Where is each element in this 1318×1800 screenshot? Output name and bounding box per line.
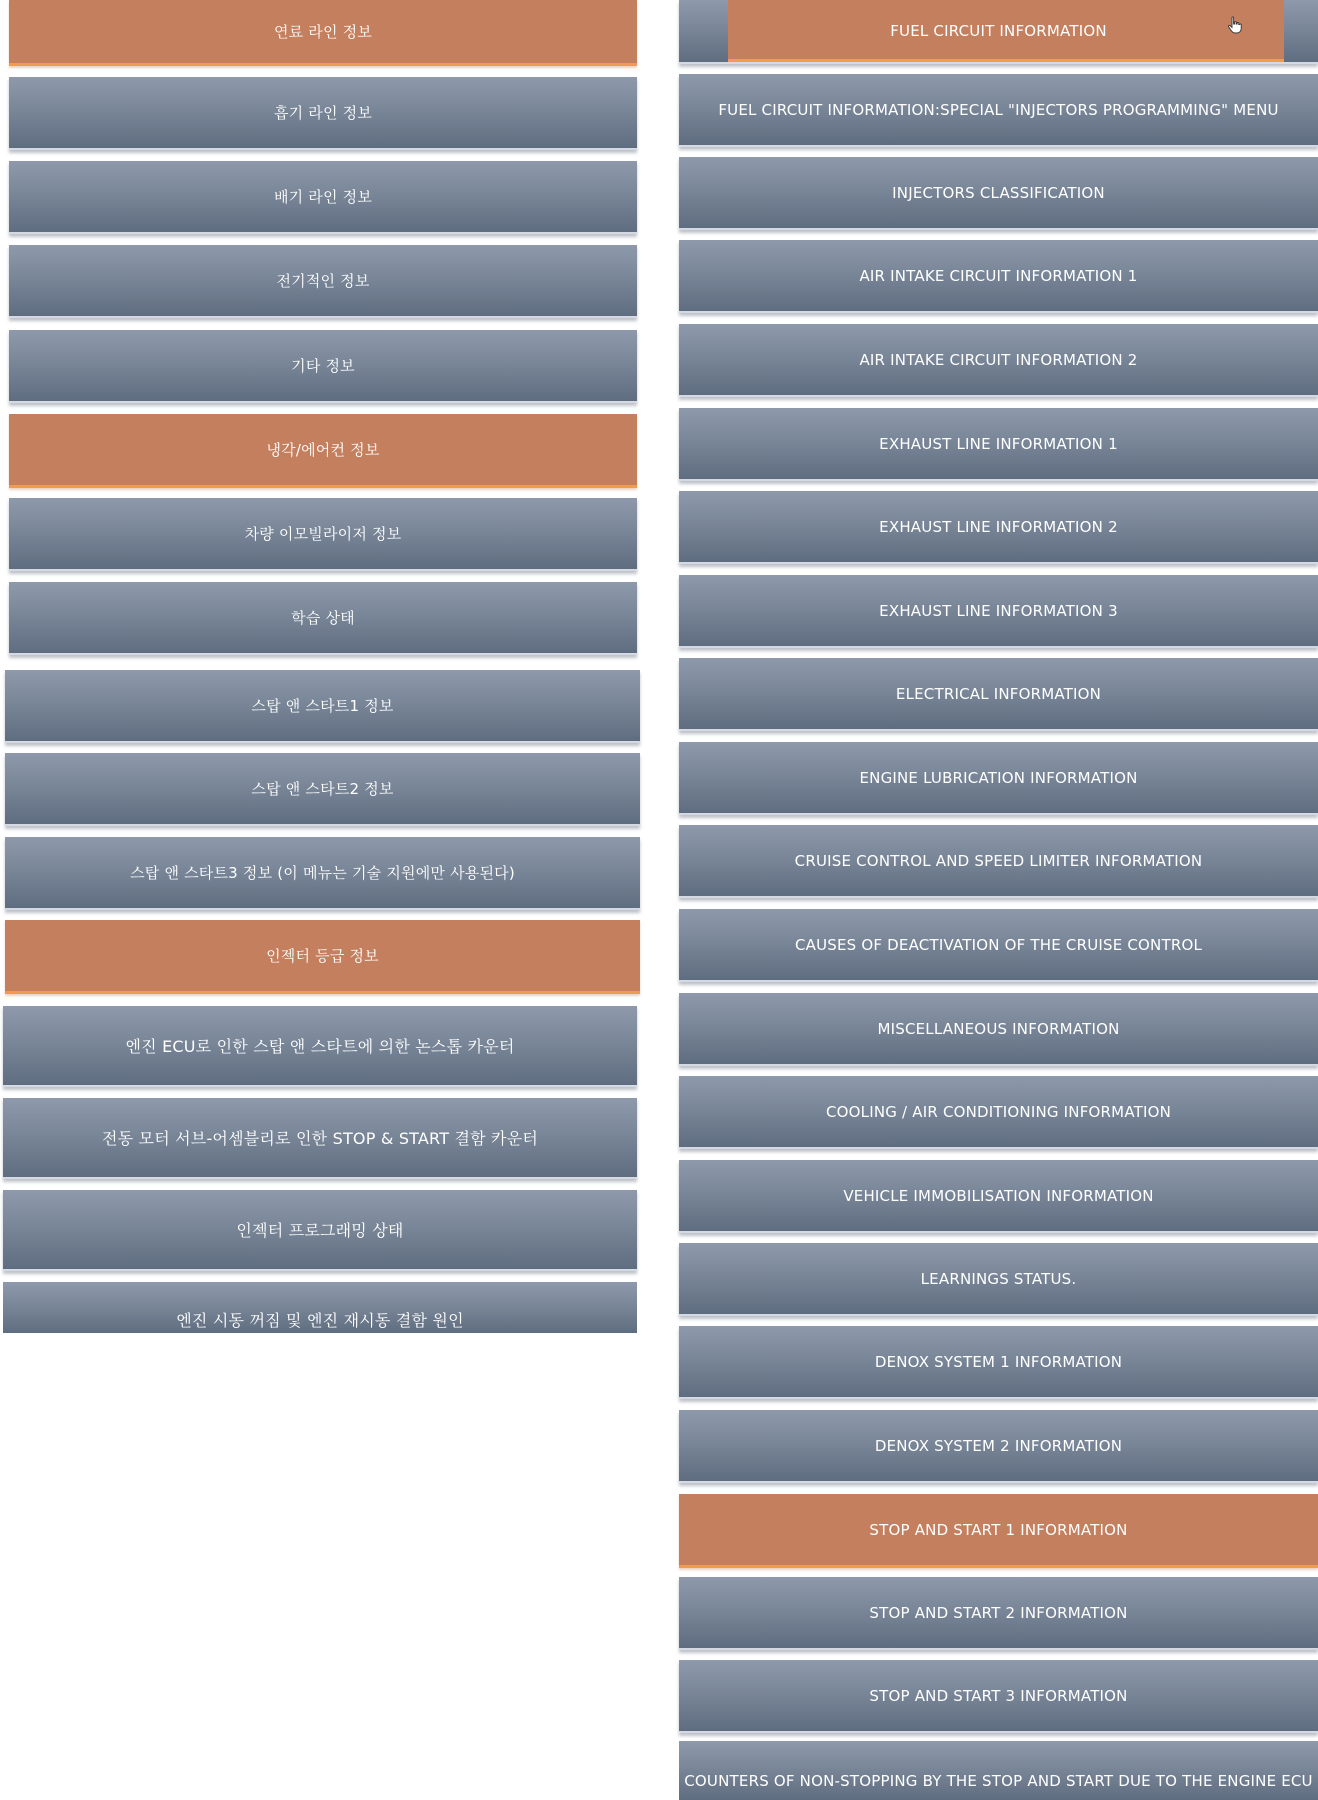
left-menu-item-electrical[interactable] (9, 245, 637, 318)
menu-item-label: MISCELLANEOUS INFORMATION (877, 1019, 1120, 1038)
right-menu-item-cooling-ac[interactable] (679, 1076, 1318, 1149)
menu-item-label: DENOX SYSTEM 1 INFORMATION (874, 1352, 1123, 1371)
left-menu-item-stall-restart-fault-cause[interactable] (3, 1282, 637, 1333)
menu-item-label: 기타 정보 (291, 357, 355, 375)
left-menu-item-intake-line[interactable] (9, 77, 637, 150)
right-menu-item-denox-1[interactable] (679, 1326, 1318, 1399)
left-menu-item-fuel-line[interactable] (9, 0, 637, 66)
menu-item-label: AIR INTAKE CIRCUIT INFORMATION 1 (859, 266, 1138, 285)
menu-item-label: VEHICLE IMMOBILISATION INFORMATION (843, 1186, 1154, 1205)
menu-item-label: FUEL CIRCUIT INFORMATION:SPECIAL "INJECTORS PROGRAMMING" MENU (718, 100, 1279, 119)
right-menu-item-cruise-deactivation[interactable] (679, 909, 1318, 982)
left-menu-item-immobiliser[interactable] (9, 498, 637, 571)
right-menu-item-air-intake-2[interactable] (679, 324, 1318, 397)
left-menu-item-injector-class[interactable] (5, 920, 640, 994)
menu-item-label: FUEL CIRCUIT INFORMATION (890, 22, 1107, 40)
menu-item-label: LEARNINGS STATUS. (920, 1269, 1077, 1288)
right-menu-item-miscellaneous[interactable] (679, 993, 1318, 1066)
menu-item-label: EXHAUST LINE INFORMATION 2 (879, 517, 1118, 536)
menu-item-label: 엔진 ECU로 인한 스탑 앤 스타트에 의한 논스톱 카운터 (125, 1037, 515, 1056)
menu-item-label: 전동 모터 서브-어셈블리로 인한 STOP & START 결함 카운터 (101, 1129, 539, 1148)
menu-item-label: INJECTORS CLASSIFICATION (892, 183, 1105, 202)
menu-item-label: 배기 라인 정보 (273, 188, 373, 206)
menu-item-label: 학습 상태 (291, 609, 355, 627)
right-menu-item-stop-start-2[interactable] (679, 1577, 1318, 1650)
left-menu-item-starter-fault-counter[interactable] (3, 1098, 637, 1179)
right-menu-item-stop-start-1[interactable] (679, 1494, 1318, 1568)
menu-item-label: ELECTRICAL INFORMATION (895, 684, 1102, 703)
menu-item-label: 스탑 앤 스타트3 정보 (이 메뉴는 기술 지원에만 사용된다) (130, 864, 515, 882)
menu-item-label: DENOX SYSTEM 2 INFORMATION (874, 1436, 1123, 1455)
menu-item-label: 전기적인 정보 (276, 272, 370, 290)
right-menu-item-vehicle-immobilisation[interactable] (679, 1160, 1318, 1233)
left-menu-item-injector-programming-status[interactable] (3, 1190, 637, 1271)
right-menu-item-exhaust-2[interactable] (679, 491, 1318, 564)
left-menu-item-learning-status[interactable] (9, 582, 637, 655)
menu-item-label: STOP AND START 2 INFORMATION (869, 1603, 1128, 1622)
menu-item-label: EXHAUST LINE INFORMATION 3 (879, 601, 1118, 620)
left-menu-item-cooling-ac[interactable] (9, 414, 637, 488)
right-menu-item-stop-start-3[interactable] (679, 1660, 1318, 1733)
menu-item-label: COOLING / AIR CONDITIONING INFORMATION (825, 1102, 1172, 1121)
menu-item-label: EXHAUST LINE INFORMATION 1 (879, 434, 1118, 453)
menu-item-label: 냉각/에어컨 정보 (266, 441, 380, 459)
right-menu-item-air-intake-1[interactable] (679, 240, 1318, 313)
right-menu-item-electrical[interactable] (679, 658, 1318, 731)
left-menu-item-ecu-non-stop-counter[interactable] (3, 1006, 637, 1087)
right-menu-item-injectors-classification[interactable] (679, 157, 1318, 230)
left-menu-item-stop-start-1[interactable] (5, 670, 640, 743)
menu-item-label: 인젝터 등급 정보 (266, 947, 379, 965)
left-menu-item-stop-start-3[interactable] (5, 837, 640, 910)
menu-item-label: 엔진 시동 꺼짐 및 엔진 재시동 결함 원인 (176, 1311, 464, 1330)
right-menu-item-fuel-circuit[interactable] (679, 0, 1318, 64)
right-menu-item-denox-2[interactable] (679, 1410, 1318, 1483)
menu-item-label: 연료 라인 정보 (273, 23, 373, 41)
menu-item-label: STOP AND START 1 INFORMATION (869, 1520, 1128, 1539)
hand-pointer-icon (1227, 16, 1243, 34)
left-menu-item-stop-start-2[interactable] (5, 753, 640, 826)
menu-item-label: STOP AND START 3 INFORMATION (869, 1686, 1128, 1705)
right-menu-item-engine-lubrication[interactable] (679, 742, 1318, 815)
right-menu-item-exhaust-1[interactable] (679, 408, 1318, 481)
menu-item-label: 스탑 앤 스타트2 정보 (251, 780, 394, 798)
menu-item-label: CRUISE CONTROL AND SPEED LIMITER INFORMATION (794, 851, 1203, 870)
menu-item-label: 인젝터 프로그래밍 상태 (236, 1221, 404, 1240)
right-menu-item-exhaust-3[interactable] (679, 575, 1318, 648)
left-menu-item-other[interactable] (9, 330, 637, 403)
right-menu-item-learnings-status[interactable] (679, 1243, 1318, 1316)
menu-item-label: COUNTERS OF NON-STOPPING BY THE STOP AND START DUE TO THE ENGINE ECU (684, 1772, 1313, 1790)
menu-item-label: 흡기 라인 정보 (273, 104, 373, 122)
menu-item-label: ENGINE LUBRICATION INFORMATION (859, 768, 1138, 787)
menu-item-label: 스탑 앤 스타트1 정보 (251, 697, 394, 715)
right-menu-item-ecu-non-stop-counters[interactable] (679, 1741, 1318, 1800)
right-menu-item-cruise-control[interactable] (679, 825, 1318, 898)
right-menu-item-injectors-programming[interactable] (679, 74, 1318, 147)
left-menu-item-exhaust-line[interactable] (9, 161, 637, 234)
menu-item-label: CAUSES OF DEACTIVATION OF THE CRUISE CONTROL (794, 935, 1203, 954)
menu-item-label: 차량 이모빌라이저 정보 (244, 525, 402, 543)
menu-item-label: AIR INTAKE CIRCUIT INFORMATION 2 (859, 350, 1138, 369)
